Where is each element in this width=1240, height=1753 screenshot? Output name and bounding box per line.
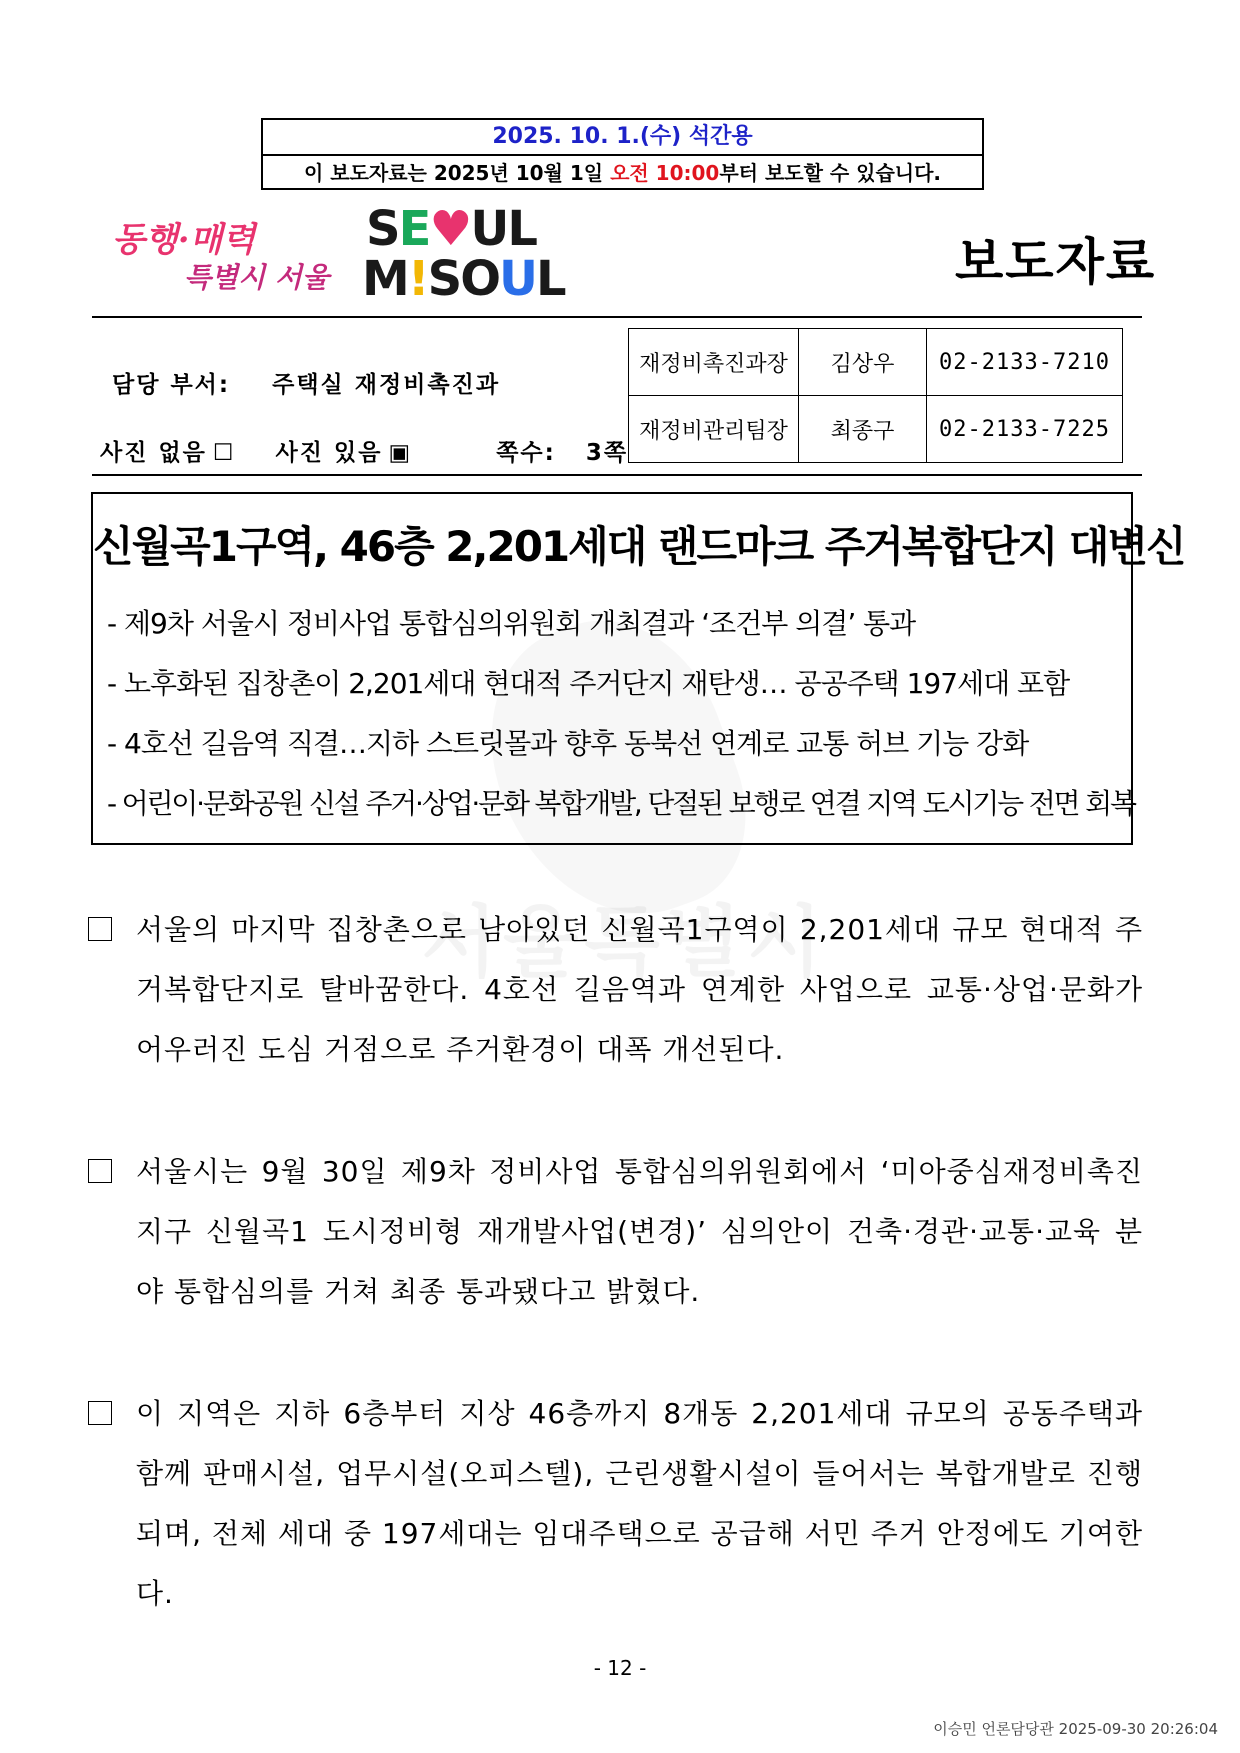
headline-box [91,492,1185,845]
slogan-line1: 동행·매력 [112,220,256,260]
contact-name: 최종구 [799,396,927,463]
body-paragraph [88,1142,1143,1322]
edition-date: 2025. 10. 1.(수) 석간용 [263,120,982,156]
body-paragraph [88,1384,1143,1624]
subhead: - 4호선 길음역 직결…지하 스트릿몰과 향후 동북선 연계로 교통 허브 기능 강화 [107,727,1029,760]
brand-line2: M!SOUL [362,251,565,307]
subhead: - 제9차 서울시 정비사업 통합심의위원회 개최결과 ‘조건부 의결’ 통과 [107,607,916,640]
bullet-box-icon [88,917,112,941]
release-notice [263,156,982,190]
bullet-box-icon [88,1159,112,1183]
contact-table [628,328,1123,463]
slogan-line2: 특별시 서울 [184,261,329,294]
brand-line1: SE♥UL [366,201,536,257]
release-time: 오전 10:00 [610,161,720,185]
release-prefix: 이 보도자료는 2025년 10월 1일 [303,161,611,185]
department-name: 주택실 재정비촉진과 [272,372,501,398]
header-rule [92,316,1142,318]
page-number: - 12 - [593,1656,647,1680]
contact-title: 재정비촉진과장 [629,329,799,396]
pages-value: 3쪽 [585,440,629,466]
seoul-my-soul-logo [362,201,565,307]
contact-row [629,396,1123,463]
release-suffix: 부터 보도할 수 있습니다. [719,161,942,185]
checked-box-icon: ▣ [388,440,413,466]
seoul-slogan-logo [112,212,329,304]
document-type: 보도자료 [955,233,1157,291]
photo-info [100,434,628,467]
photo-none-label: 사진 없음 [100,440,207,466]
contact-phone: 02-2133-7225 [927,396,1123,463]
department-info [112,366,500,399]
contact-title: 재정비관리팀장 [629,396,799,463]
contact-name: 김상우 [799,329,927,396]
paragraph-text: 서울시는 9월 30일 제9차 정비사업 통합심의위원회에서 ‘미아중심재정비촉진지구 신월곡1 도시정비형 재개발사업(변경)’ 심의안이 건축·경관·교통·교육 분야 통합심의를 거쳐 최종 통과됐다고 밝혔다. [136,1155,1143,1308]
paragraph-text: 이 지역은 지하 6층부터 지상 46층까지 8개동 2,201세대 규모의 공동주택과 함께 판매시설, 업무시설(오피스텔), 근린생활시설이 들어서는 복합개발로 진행되며, 전체 세대 중 197세대는 임대주택으로 공급해 서민 주거 안정에도 기여한다. [136,1397,1143,1610]
bullet-box-icon [88,1401,112,1425]
body-paragraph [88,900,1143,1080]
unchecked-box-icon: ☐ [212,440,236,466]
subhead: - 어린이·문화공원 신설 주거·상업·문화 복합개발, 단절된 보행로 연결 지역 도시기능 전면 회복 [107,787,1135,820]
embargo-box [261,118,984,190]
info-rule [92,474,1142,476]
photo-has-label: 사진 있음 [275,440,383,466]
print-stamp: 이승민 언론담당관 2025-09-30 20:26:04 [933,1720,1218,1738]
paragraph-text: 서울의 마지막 집창촌으로 남아있던 신월곡1구역이 2,201세대 규모 현대적 주거복합단지로 탈바꿈한다. 4호선 길음역과 연계한 사업으로 교통·상업·문화가 어우러진 도심 거점으로 주거환경이 대폭 개선된다. [136,913,1143,1066]
department-label: 담당 부서: [112,372,231,398]
contact-row [629,329,1123,396]
contact-phone: 02-2133-7210 [927,329,1123,396]
pages-label: 쪽수: [496,440,556,466]
headline: 신월곡1구역, 46층 2,201세대 랜드마크 주거복합단지 대변신 [93,522,1185,571]
subhead: - 노후화된 집창촌이 2,201세대 현대적 주거단지 재탄생… 공공주택 197세대 포함 [107,667,1070,700]
